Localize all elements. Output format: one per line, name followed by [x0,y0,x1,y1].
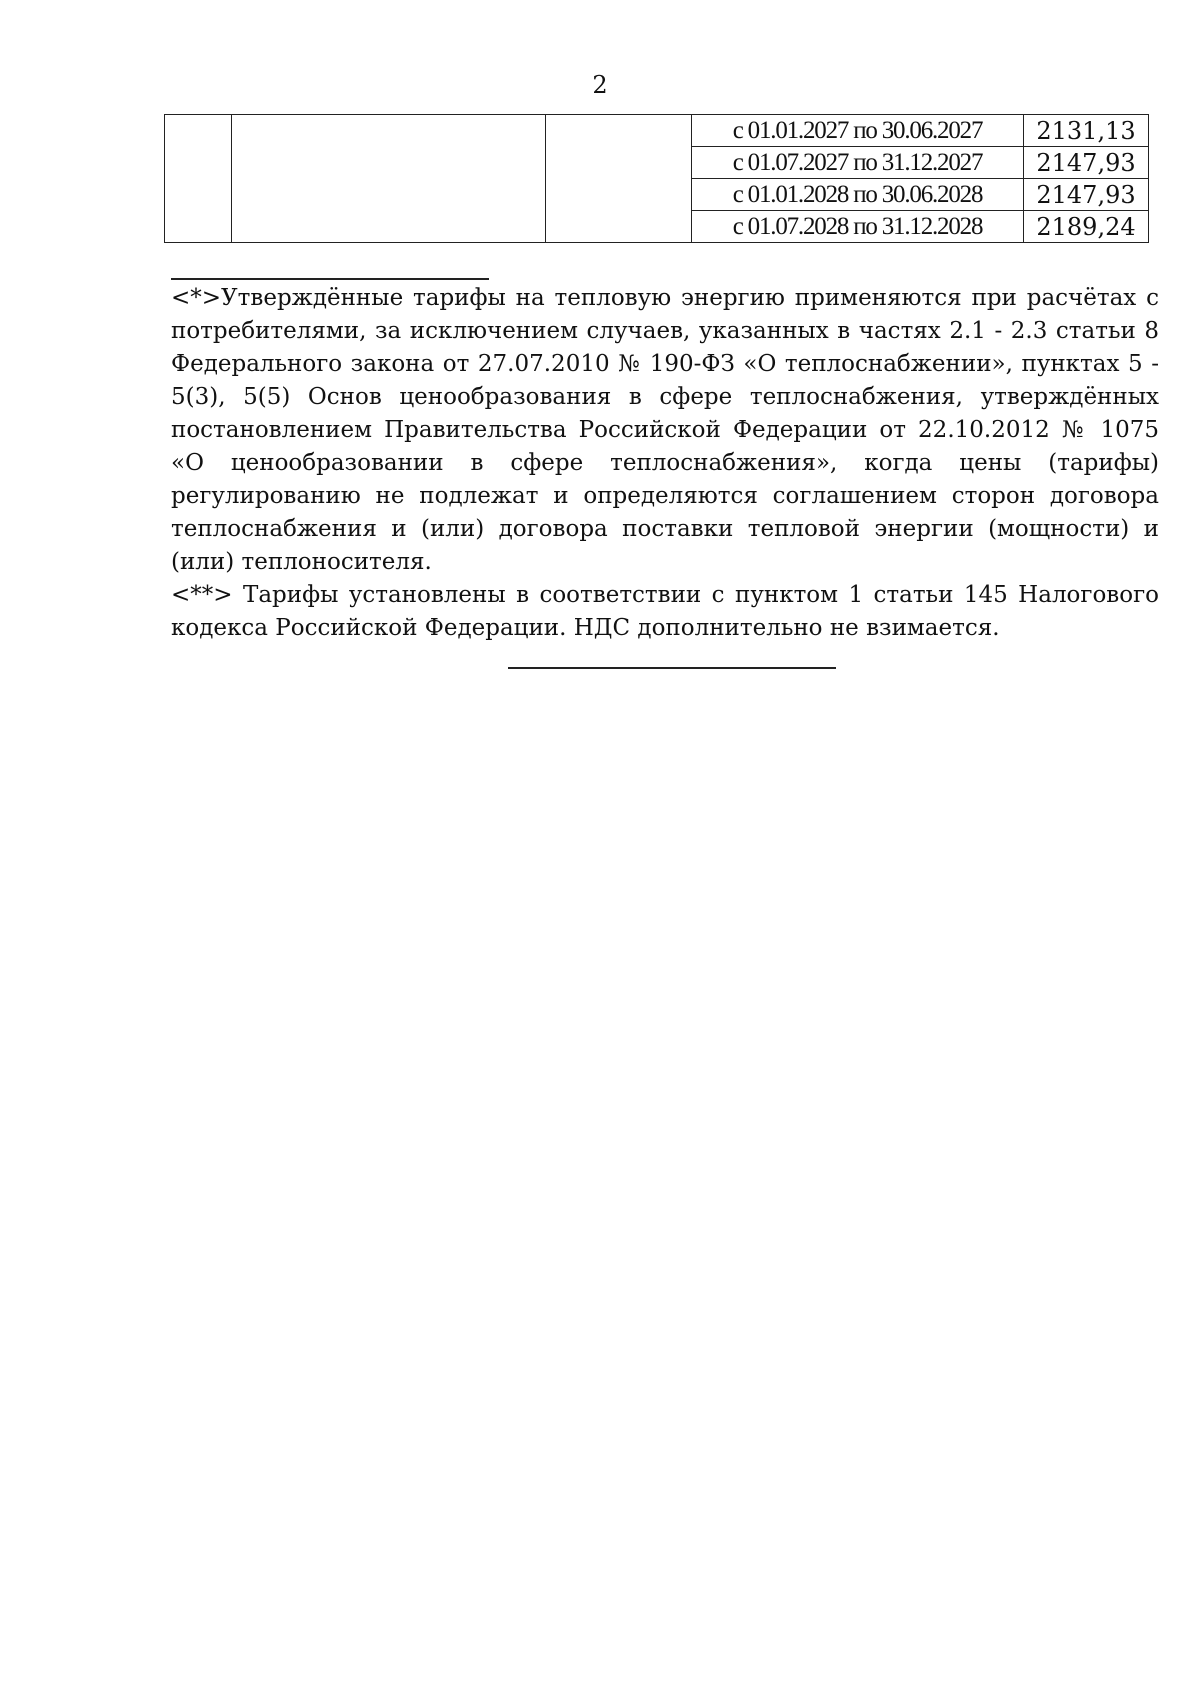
footnote-2: <**> Тарифы установлены в соответствии с пунктом 1 статьи 145 Налогового кодекса Российской Федерации. НДС дополнительно не взимается. [171,582,1159,641]
table-row [165,115,1149,147]
tariff-value-cell: 2147,93 [1024,147,1149,179]
tariff-table [164,114,1149,243]
footnote-1: <*>Утверждённые тарифы на тепловую энергию применяются при расчётах с потребителями, за исключением случаев, указанных в частях 2.1 - 2.3 статьи 8 Федерального закона от 27.07.2010 № 190-ФЗ «О теплоснабжении», пунктах 5 - 5(3), 5(5) Основ ценообразования в сфере теплоснабжения, утверждённых постановлением Правительства Российской Федерации от 22.10.2012 № 1075 «О ценообразовании в сфере теплоснабжения», когда цены (тарифы) регулированию не подлежат и определяются соглашением сторон договора теплоснабжения и (или) договора поставки тепловой энергии (мощности) и (или) теплоносителя. [171,285,1159,575]
empty-cell-name [232,115,546,243]
period-cell: с 01.07.2028 по 31.12.2028 [692,211,1024,243]
empty-cell-type [546,115,692,243]
tariff-value-cell: 2131,13 [1024,115,1149,147]
footnote-separator [171,278,489,280]
tariff-value-cell: 2189,24 [1024,211,1149,243]
footnotes [171,282,1159,645]
tariff-value-cell: 2147,93 [1024,179,1149,211]
end-separator [508,667,836,669]
period-cell: с 01.07.2027 по 31.12.2027 [692,147,1024,179]
period-cell: с 01.01.2028 по 30.06.2028 [692,179,1024,211]
page-number: 2 [592,71,608,99]
empty-cell-number [165,115,232,243]
period-cell: с 01.01.2027 по 30.06.2027 [692,115,1024,147]
